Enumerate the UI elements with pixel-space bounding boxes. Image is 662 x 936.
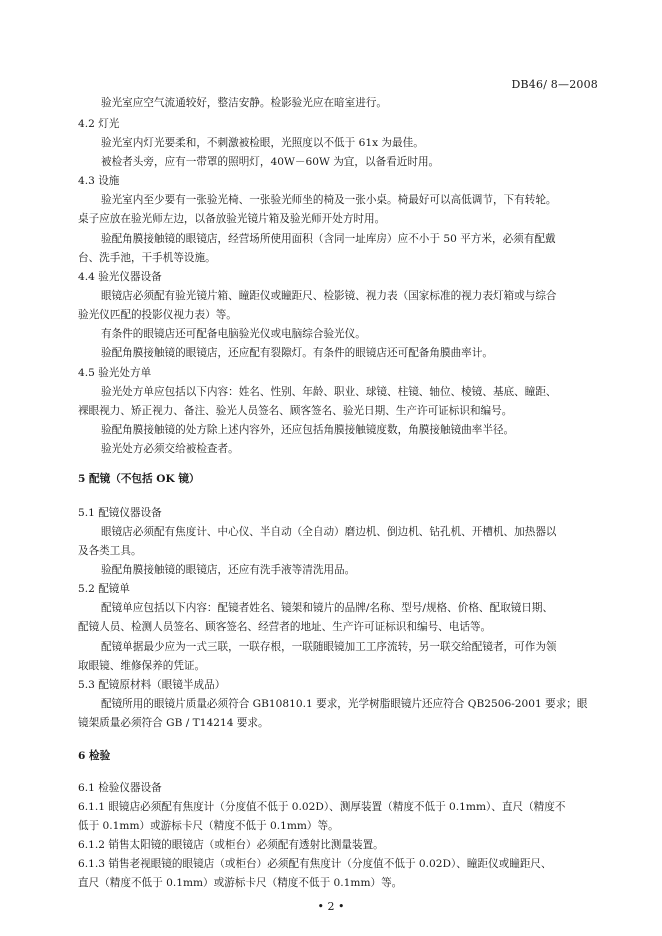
text-line: 验光处方必须交给被检查者。 <box>101 443 239 455</box>
text-line: 配镜所用的眼镜片质量必须符合 GB10810.1 要求，光学树脂眼镜片还应符合 QB2506-2001 要求；眼 <box>101 698 588 710</box>
text-line: 验光室内至少要有一张验光椅、一张验光师坐的椅及一张小桌。椅最好可以高低调节，下有转轮。 <box>101 194 557 206</box>
text-line: 6.1.3 销售老视眼镜的眼镜店（或柜台）必须配有焦度计（分度值不低于 0.02D）、瞳距仪或瞳距尺、 <box>78 858 552 870</box>
text-line: 验光室应空气流通较好，整洁安静。检影验光应在暗室进行。 <box>101 97 388 109</box>
text-line: 低于 0.1mm）或游标卡尺（精度不低于 0.1mm）等。 <box>78 820 339 832</box>
subsection-heading: 4.4 验光仪器设备 <box>78 271 162 283</box>
subsection-heading: 6.1 检验仪器设备 <box>78 782 162 794</box>
text-line: 及各类工具。 <box>78 545 142 557</box>
subsection-heading: 5.3 配镜原材料（眼镜半成品） <box>78 679 226 691</box>
text-line: 镜架质量必须符合 GB / T14214 要求。 <box>78 717 269 729</box>
text-line: 眼镜店必须配有焦度计、中心仪、半自动（全自动）磨边机、倒边机、钻孔机、开槽机、加热器以 <box>101 526 557 538</box>
text-line: 台、洗手池，干手机等设施。 <box>78 252 216 264</box>
text-line: 裸眼视力、矫正视力、备注、验光人员签名、顾客签名、验光日期、生产许可证标识和编号。 <box>78 405 513 417</box>
subsection-heading: 4.2 灯光 <box>78 118 120 130</box>
text-line: 配镜人员、检测人员签名、顾客签名、经营者的地址、生产许可证标识和编号、电话等。 <box>78 621 492 633</box>
text-line: 验配角膜接触镜的眼镜店，还应有洗手液等清洗用品。 <box>101 564 356 576</box>
text-line: 取眼镜、维修保养的凭证。 <box>78 660 206 672</box>
section-heading: 6 检验 <box>78 750 111 762</box>
text-line: 配镜单应包括以下内容：配镜者姓名、镜架和镜片的品牌/名称、型号/规格、价格、配取镜日期、 <box>101 602 554 614</box>
text-line: 验配角膜接触镜的眼镜店，经营场所使用面积（含同一址库房）应不小于 50 平方米，必须有配戴 <box>101 233 556 245</box>
text-line: 验配角膜接触镜的眼镜店，还应配有裂隙灯。有条件的眼镜店还可配备角膜曲率计。 <box>101 347 493 359</box>
text-line: 6.1.2 销售太阳镜的眼镜店（或柜台）必须配有透射比测量装置。 <box>78 839 384 851</box>
text-line: 验配角膜接触镜的处方除上述内容外，还应包括角膜接触镜度数，角膜接触镜曲率半径。 <box>101 424 515 436</box>
page-number: • 2 • <box>317 900 345 913</box>
text-line: 有条件的眼镜店还可配备电脑验光仪或电脑综合验光仪。 <box>101 328 366 340</box>
text-line: 直尺（精度不低于 0.1mm）或游标卡尺（精度不低于 0.1mm）等。 <box>78 877 403 889</box>
text-line: 验光仪匹配的投影仪视力表）等。 <box>78 309 237 321</box>
subsection-heading: 5.2 配镜单 <box>78 583 130 595</box>
text-line: 验光室内灯光要柔和，不刺激被检眼，光照度以不低于 61x 为最佳。 <box>101 137 424 149</box>
text-line: 6.1.1 眼镜店必须配有焦度计（分度值不低于 0.02D）、测厚装置（精度不低于 0.1mm）、直尺（精度不 <box>78 801 566 813</box>
standard-code: DB46/ 8—2008 <box>511 78 598 91</box>
text-line: 被检者头旁，应有一带罩的照明灯，40W－60W 为宜，以备看近时用。 <box>101 156 440 168</box>
subsection-heading: 4.5 验光处方单 <box>78 367 152 379</box>
subsection-heading: 4.3 设施 <box>78 175 120 187</box>
section-heading: 5 配镜（不包括 OK 镜） <box>78 473 200 485</box>
subsection-heading: 5.1 配镜仪器设备 <box>78 507 162 519</box>
text-line: 验光处方单应包括以下内容：姓名、性别、年龄、职业、球镜、柱镜、轴位、棱镜、基底、瞳距、 <box>101 386 557 398</box>
text-line: 桌子应放在验光师左边，以备放验光镜片箱及验光师开处方时用。 <box>78 213 386 225</box>
text-line: 配镜单据最少应为一式三联，一联存根，一联随眼镜加工工序流转，另一联交给配镜者，可作为领 <box>101 641 557 653</box>
text-line: 眼镜店必须配有验光镜片箱、瞳距仪或瞳距尺、检影镜、视力表（国家标准的视力表灯箱或与综合 <box>101 290 557 302</box>
